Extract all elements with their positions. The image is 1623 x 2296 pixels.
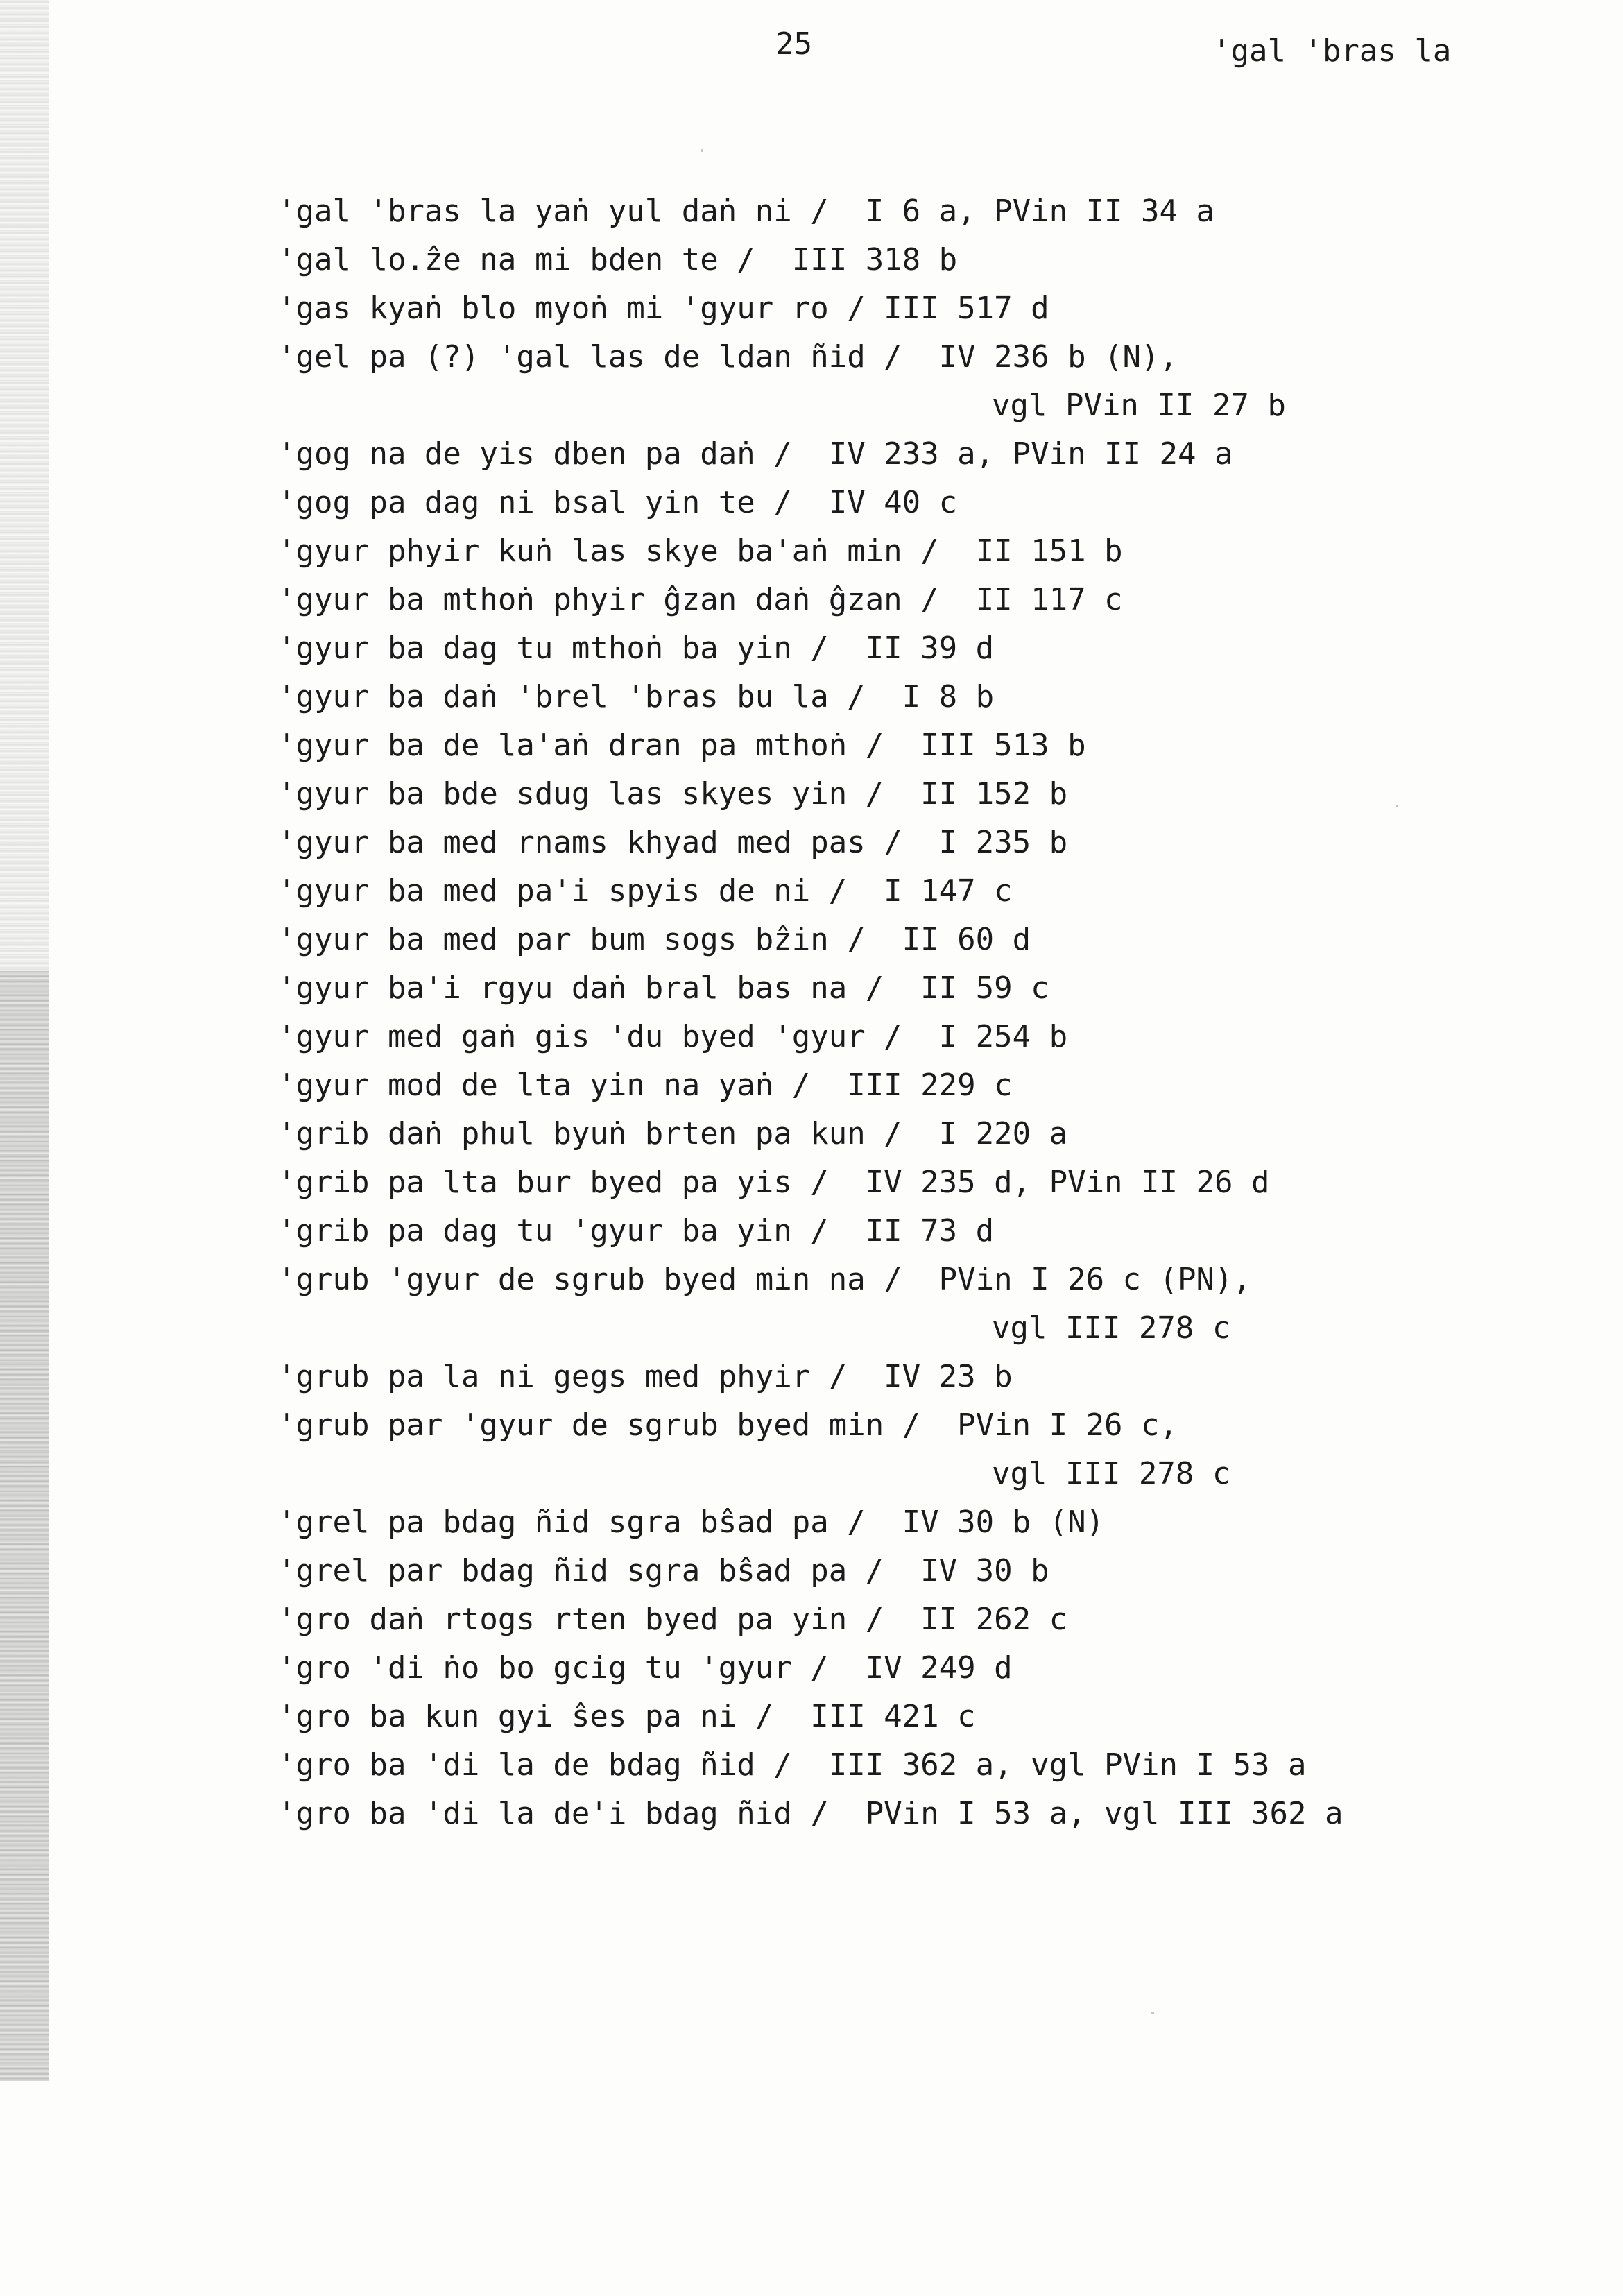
index-entry: 'gyur ba med pa'i spyis de ni / I 147 c — [277, 873, 1013, 909]
index-entry: 'gyur ba med rnams khyad med pas / I 235 b — [277, 825, 1068, 860]
index-entry: 'gyur mod de lta yin na yaṅ / III 229 c — [277, 1068, 1013, 1103]
index-entry: 'gro ba 'di la de bdag ñid / III 362 a, vgl PVin I 53 a — [277, 1747, 1307, 1783]
index-entry: 'gog na de yis dben pa daṅ / IV 233 a, PVin II 24 a — [277, 436, 1233, 472]
index-entry: 'grib pa lta bur byed pa yis / IV 235 d, PVin II 26 d — [277, 1165, 1270, 1200]
index-entry: 'gyur phyir kuṅ las skye ba'aṅ min / II 151 b — [277, 533, 1123, 569]
index-entry: 'gas kyaṅ blo myoṅ mi 'gyur ro / III 517 d — [277, 291, 1049, 326]
index-entry: 'gyur ba bde sdug las skyes yin / II 152 b — [277, 776, 1068, 812]
index-entry: 'gyur ba dag tu mthoṅ ba yin / II 39 d — [277, 631, 995, 666]
index-entry: 'gyur ba mthoṅ phyir ĝzan daṅ ĝzan / II 117 c — [277, 582, 1123, 617]
index-entry: 'gyur ba daṅ 'brel 'bras bu la / I 8 b — [277, 679, 995, 714]
index-entry: 'gyur med gaṅ gis 'du byed 'gyur / I 254 b — [277, 1019, 1068, 1054]
index-entry: 'gro daṅ rtogs rten byed pa yin / II 262 c — [277, 1602, 1068, 1637]
index-entry: 'grel pa bdag ñid sgra bŝad pa / IV 30 b (N) — [277, 1505, 1105, 1540]
index-entry: 'gyur ba de la'aṅ dran pa mthoṅ / III 513 b — [277, 728, 1086, 763]
scan-speck — [1151, 2012, 1154, 2014]
index-entry: 'grub pa la ni gegs med phyir / IV 23 b — [277, 1359, 1013, 1394]
running-head: 'gal 'bras la — [1212, 33, 1452, 69]
index-entry: 'gro ba kun gyi ŝes pa ni / III 421 c — [277, 1699, 976, 1734]
index-entry: 'gog pa dag ni bsal yin te / IV 40 c — [277, 485, 958, 520]
page-number: 25 — [775, 26, 812, 62]
index-entry: 'gyur ba'i rgyu daṅ bral bas na / II 59 c — [277, 970, 1049, 1006]
index-entry: 'gro 'di ṅo bo gcig tu 'gyur / IV 249 d — [277, 1650, 1013, 1686]
index-entry: 'grub 'gyur de sgrub byed min na / PVin I 26 c (PN), — [277, 1262, 1251, 1297]
index-entry: 'grib pa dag tu 'gyur ba yin / II 73 d — [277, 1213, 995, 1249]
index-entry: 'gyur ba med par bum sogs bẑin / II 60 d — [277, 922, 1031, 957]
index-entry-list — [277, 187, 1526, 1838]
scan-speck — [701, 149, 703, 152]
index-entry: 'gel pa (?) 'gal las de ldan ñid / IV 236 b (N), — [277, 339, 1178, 375]
index-entry: 'gro ba 'di la de'i bdag ñid / PVin I 53 a, vgl III 362 a — [277, 1796, 1343, 1831]
index-entry-continuation: vgl III 278 c — [992, 1456, 1231, 1491]
index-entry: 'grel par bdag ñid sgra bŝad pa / IV 30 b — [277, 1553, 1049, 1588]
index-entry: 'grib daṅ phul byuṅ brten pa kun / I 220 a — [277, 1116, 1068, 1151]
index-entry: 'gal 'bras la yaṅ yul daṅ ni / I 6 a, PVin II 34 a — [277, 194, 1215, 229]
index-entry-continuation: vgl PVin II 27 b — [992, 388, 1286, 423]
index-entry: 'grub par 'gyur de sgrub byed min / PVin I 26 c, — [277, 1407, 1178, 1443]
scan-edge-shadow — [0, 0, 49, 2081]
index-entry: 'gal lo.ẑe na mi bden te / III 318 b — [277, 242, 958, 277]
index-entry-continuation: vgl III 278 c — [992, 1310, 1231, 1346]
scan-speck — [1396, 805, 1398, 807]
